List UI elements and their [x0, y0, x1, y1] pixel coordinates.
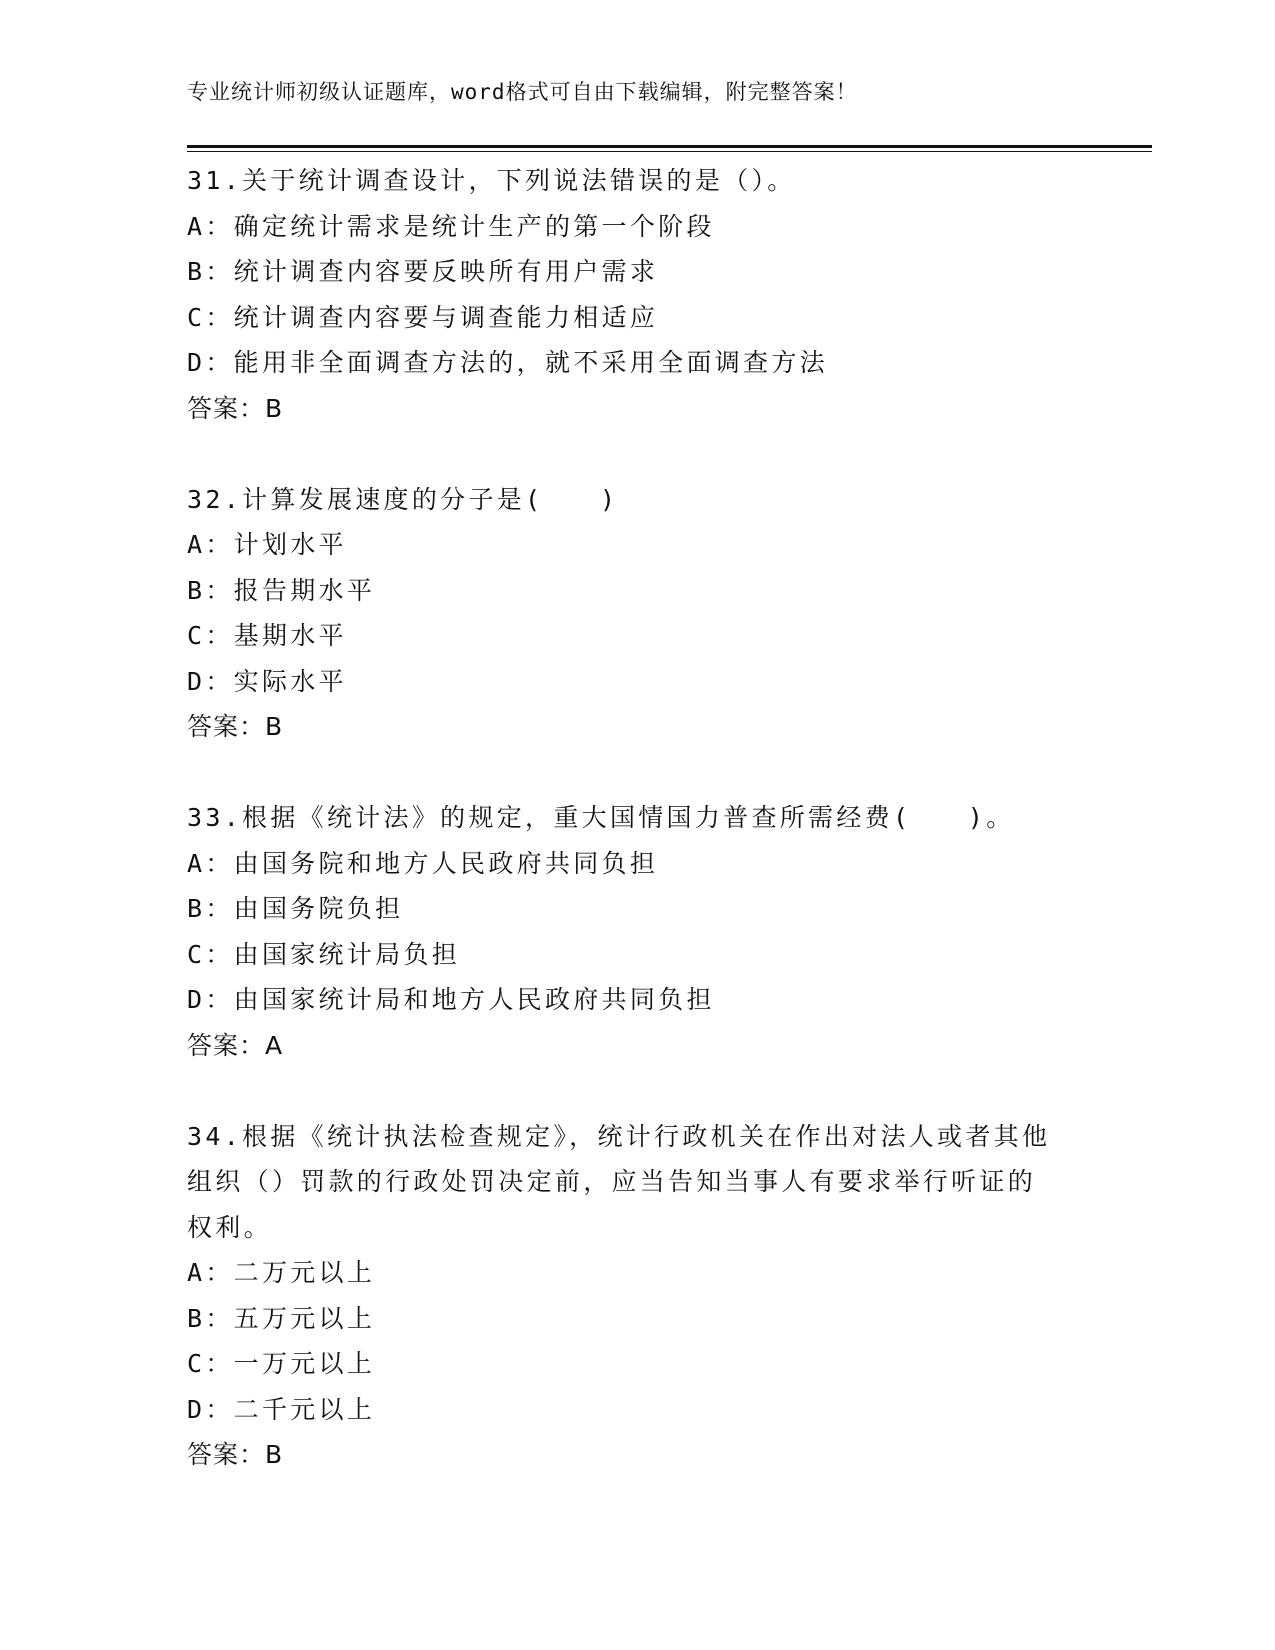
question-stem-line-3: 权利。 — [187, 1212, 272, 1242]
question-33 — [187, 795, 1087, 1068]
option-b: B：报告期水平 — [187, 575, 376, 605]
question-31 — [187, 158, 1087, 431]
option-a: A：由国务院和地方人民政府共同负担 — [187, 848, 659, 878]
question-stem-line-2: 组织（）罚款的行政处罚决定前，应当告知当事人有要求举行听证的 — [187, 1167, 1037, 1196]
option-a: A：计划水平 — [187, 530, 347, 559]
option-c: C：由国家统计局负担 — [187, 939, 461, 969]
option-d: D：由国家统计局和地方人民政府共同负担 — [187, 985, 715, 1014]
question-stem: 33.根据《统计法》的规定，重大国情国力普查所需经费( )。 — [187, 803, 1015, 832]
answer: 答案：A — [187, 1030, 284, 1060]
header-rule-thin — [187, 151, 1152, 152]
question-list — [187, 158, 1087, 1478]
question-32 — [187, 477, 1087, 750]
spacer — [187, 750, 1087, 796]
option-c: C：一万元以上 — [187, 1349, 376, 1378]
answer: 答案：B — [187, 712, 284, 741]
option-b: B：统计调查内容要反映所有用户需求 — [187, 257, 659, 286]
option-c: C：统计调查内容要与调查能力相适应 — [187, 302, 659, 332]
option-c: C：基期水平 — [187, 621, 347, 650]
option-a: A：确定统计需求是统计生产的第一个阶段 — [187, 211, 715, 241]
question-stem-line-1: 34.根据《统计执法检查规定》，统计行政机关在作出对法人或者其他 — [187, 1121, 1051, 1151]
option-d: D：能用非全面调查方法的，就不采用全面调查方法 — [187, 348, 828, 377]
option-b: B：由国务院负担 — [187, 894, 404, 923]
header-rule-thick — [187, 145, 1152, 148]
page-header: 专业统计师初级认证题库，word格式可自由下载编辑，附完整答案！ — [187, 80, 858, 104]
option-a: A：二万元以上 — [187, 1258, 376, 1287]
answer: 答案：B — [187, 393, 284, 423]
option-b: B：五万元以上 — [187, 1303, 376, 1333]
option-d: D：实际水平 — [187, 666, 347, 696]
question-stem: 32.计算发展速度的分子是( ) — [187, 484, 619, 514]
question-34 — [187, 1114, 1087, 1478]
spacer — [187, 431, 1087, 477]
question-stem: 31.关于统计调查设计，下列说法错误的是（）。 — [187, 166, 796, 195]
option-d: D：二千元以上 — [187, 1394, 376, 1424]
answer: 答案：B — [187, 1440, 284, 1469]
spacer — [187, 1068, 1087, 1114]
